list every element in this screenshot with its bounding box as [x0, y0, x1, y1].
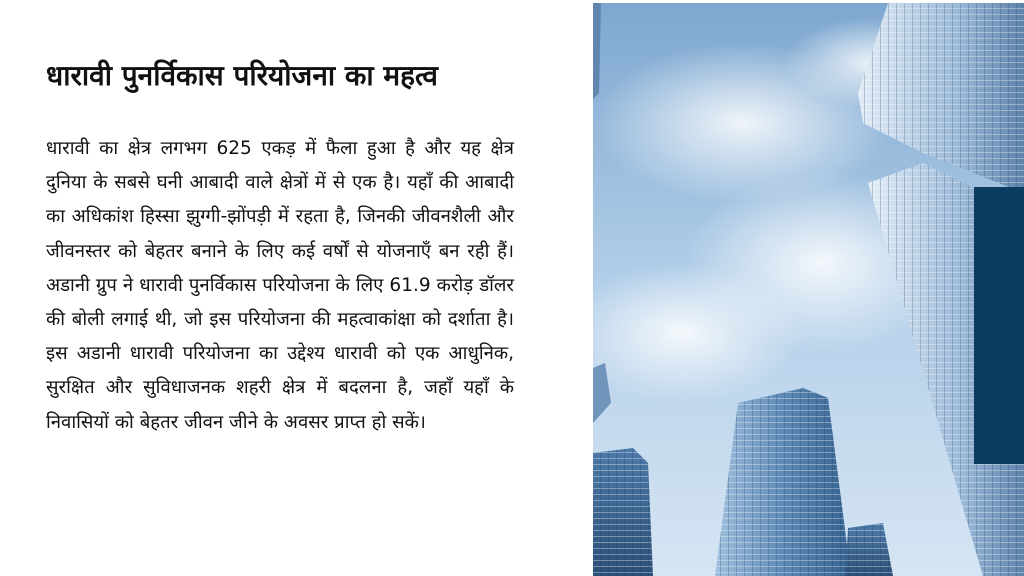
slide-title: धारावी पुनर्विकास परियोजना का महत्व [46, 58, 438, 92]
skyscrapers-photo [593, 3, 1024, 576]
skyscrapers-illustration [593, 3, 1024, 576]
slide-body-text: धारावी का क्षेत्र लगभग 625 एकड़ में फैला हुआ है और यह क्षेत्र दुनिया के सबसे घनी आबादी वाले क्षेत्रों में से एक है। यहाँ की आबादी का अधिकांश हिस्सा झुग्गी-झोंपड़ी में रहता है, जिनकी जीवनशैली और जीवनस्तर को बेहतर बनाने के लिए कई वर्षों से योजनाएँ बन रही हैं। अडानी ग्रुप ने धारावी पुनर्विकास परियोजना के लिए 61.9 करोड़ डॉलर की बोली लगाई थी, जो इस परियोजना की महत्वाकांक्षा को दर्शाता है। इस अडानी धारावी परियोजना का उद्देश्य धारावी को एक आधुनिक, सुरक्षित और सुविधाजनक शहरी क्षेत्र में बदलना है, जहाँ यहाँ के निवासियों को बेहतर जीवन जीने के अवसर प्राप्त हो सकें। [46, 138, 514, 433]
accent-bar [974, 187, 1024, 464]
